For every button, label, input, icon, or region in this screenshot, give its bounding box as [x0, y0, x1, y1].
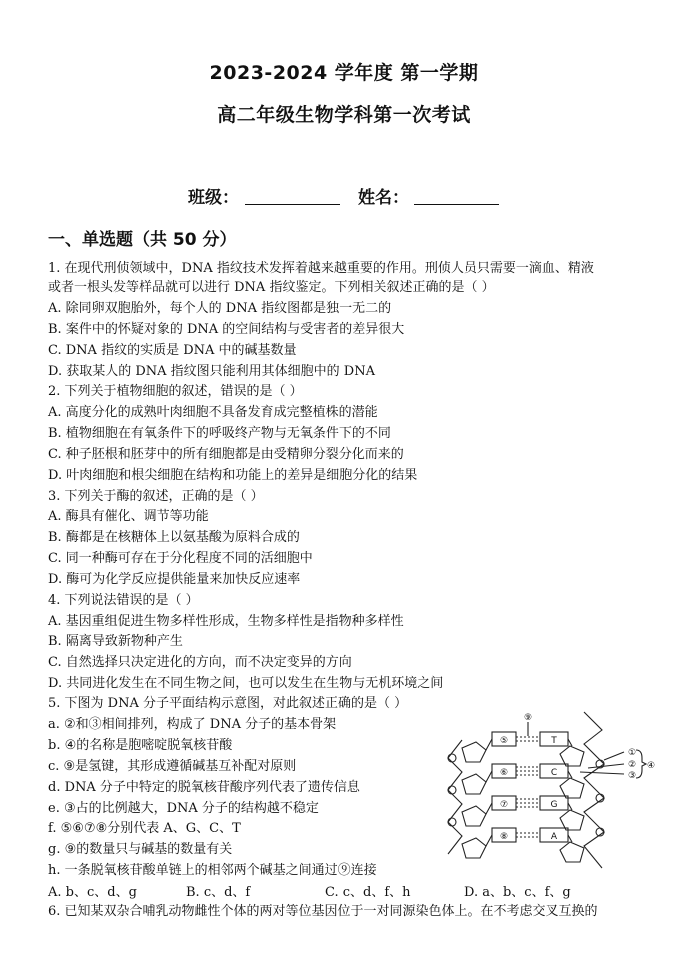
bracket-four: [636, 750, 646, 778]
side-label-3: ③: [627, 771, 637, 781]
base-label-5: ⑤: [499, 736, 509, 746]
base-letter-c: C: [550, 768, 558, 778]
bond-label-9: ⑨: [523, 713, 533, 723]
base-letter-a: A: [550, 832, 558, 842]
class-blank[interactable]: [245, 204, 340, 205]
question-option: C. DNA 指纹的实质是 DNA 中的碱基数量: [48, 343, 297, 358]
answer-choices: [48, 881, 648, 900]
right-backbone: [584, 712, 604, 868]
section-heading: 一、单选题（共 50 分）: [48, 230, 237, 250]
base-letter-t: T: [551, 736, 557, 746]
question-option: D. 共同进化发生在不同生物之间，也可以发生在生物与无机环境之间: [48, 676, 444, 691]
question-6-line: 6. 已知某双杂合哺乳动物雌性个体的两对等位基因位于一对同源染色体上。在不考虑交叉互换的: [48, 904, 598, 919]
question-option: D. 酶可为化学反应提供能量来加快反应速率: [48, 572, 301, 587]
question-line: 4. 下列说法错误的是（ ）: [48, 593, 199, 608]
question-line: 5. 下图为 DNA 分子平面结构示意图，对此叙述正确的是（ ）: [48, 696, 408, 711]
statement-b: b. ④的名称是胞嘧啶脱氧核苷酸: [48, 738, 233, 753]
question-option: B. 酶都是在核糖体上以氨基酸为原料合成的: [48, 530, 300, 545]
title-year: 2023-2024 学年度 第一学期: [209, 62, 479, 84]
sugar-pentagon: [560, 746, 584, 766]
phosphate-circle: [448, 786, 456, 794]
side-label-2: ②: [627, 760, 637, 770]
phosphate-circle: [448, 818, 456, 826]
statement-a: a. ②和③相间排列，构成了 DNA 分子的基本骨架: [48, 717, 337, 732]
name-label: 姓名：: [358, 188, 409, 208]
sugar-pentagon: [462, 774, 486, 794]
sugar-pentagon: [560, 842, 584, 862]
question-option: A. 高度分化的成熟叶肉细胞不具备发育成完整植株的潜能: [48, 405, 378, 420]
choice-b[interactable]: B. c、d、f: [186, 885, 251, 900]
sugar-pentagon: [462, 742, 486, 762]
phosphate-circle: [448, 754, 456, 762]
question-line: 1. 在现代刑侦领域中，DNA 指纹技术发挥着越来越重要的作用。刑侦人员只需要一滴血、精液: [48, 261, 594, 276]
question-option: A. 基因重组促进生物多样性形成，生物多样性是指物种多样性: [48, 614, 404, 629]
question-option: D. 获取某人的 DNA 指纹图只能利用其体细胞中的 DNA: [48, 364, 375, 379]
side-label-1: ①: [627, 748, 637, 758]
question-option: C. 自然选择只决定进化的方向，而不决定变异的方向: [48, 655, 352, 670]
choice-c[interactable]: C. c、d、f、h: [325, 885, 411, 900]
base-letter-g: G: [550, 800, 558, 810]
name-blank[interactable]: [414, 204, 499, 205]
left-backbone: [448, 740, 462, 854]
statement-c: c. ⑨是氢键，其形成遵循碱基互补配对原则: [48, 759, 297, 774]
title-exam: 高二年级生物学科第一次考试: [217, 104, 471, 126]
sugar-pentagon: [560, 778, 584, 798]
question-option: C. 种子胚根和胚芽中的所有细胞都是由受精卵分裂分化而来的: [48, 447, 404, 462]
choice-a[interactable]: A. b、c、d、g: [48, 885, 137, 900]
choice-d[interactable]: D. a、b、c、f、g: [464, 885, 571, 900]
sugar-pentagon: [462, 838, 486, 858]
base-label-6: ⑥: [499, 768, 509, 778]
sugar-pentagon: [560, 810, 584, 830]
statement-d: d. DNA 分子中特定的脱氧核苷酸序列代表了遗传信息: [48, 780, 360, 795]
question-option: B. 隔离导致新物种产生: [48, 634, 183, 649]
question-option: C. 同一种酶可存在于分化程度不同的活细胞中: [48, 551, 313, 566]
question-option: A. 酶具有催化、调节等功能: [48, 509, 209, 524]
question-option: A. 除同卵双胞胎外，每个人的 DNA 指纹图都是独一无二的: [48, 301, 392, 316]
sugar-pentagon: [462, 806, 486, 826]
question-option: D. 叶肉细胞和根尖细胞在结构和功能上的差异是细胞分化的结果: [48, 468, 418, 483]
base-label-7: ⑦: [499, 800, 509, 810]
base-label-8: ⑧: [499, 832, 509, 842]
question-line: 或者一根头发等样品就可以进行 DNA 指纹鉴定。下列相关叙述正确的是（ ）: [48, 280, 495, 295]
statement-e: e. ③占的比例越大，DNA 分子的结构越不稳定: [48, 801, 319, 816]
bracket-label-4: ④: [646, 761, 656, 771]
statement-h: h. 一条脱氧核苷酸单链上的相邻两个碱基之间通过⑨连接: [48, 863, 377, 878]
statement-f: f. ⑤⑥⑦⑧分别代表 A、G、C、T: [48, 821, 241, 836]
question-option: B. 案件中的怀疑对象的 DNA 的空间结构与受害者的差异很大: [48, 322, 405, 337]
question-line: 3. 下列关于酶的叙述，正确的是（ ）: [48, 489, 264, 504]
dna-structure-diagram: [440, 708, 656, 873]
statement-g: g. ⑨的数量只与碱基的数量有关: [48, 842, 233, 857]
question-option: B. 植物细胞在有氧条件下的呼吸终产物与无氧条件下的不同: [48, 426, 391, 441]
question-line: 2. 下列关于植物细胞的叙述，错误的是（ ）: [48, 384, 303, 399]
class-label: 班级：: [188, 188, 239, 208]
